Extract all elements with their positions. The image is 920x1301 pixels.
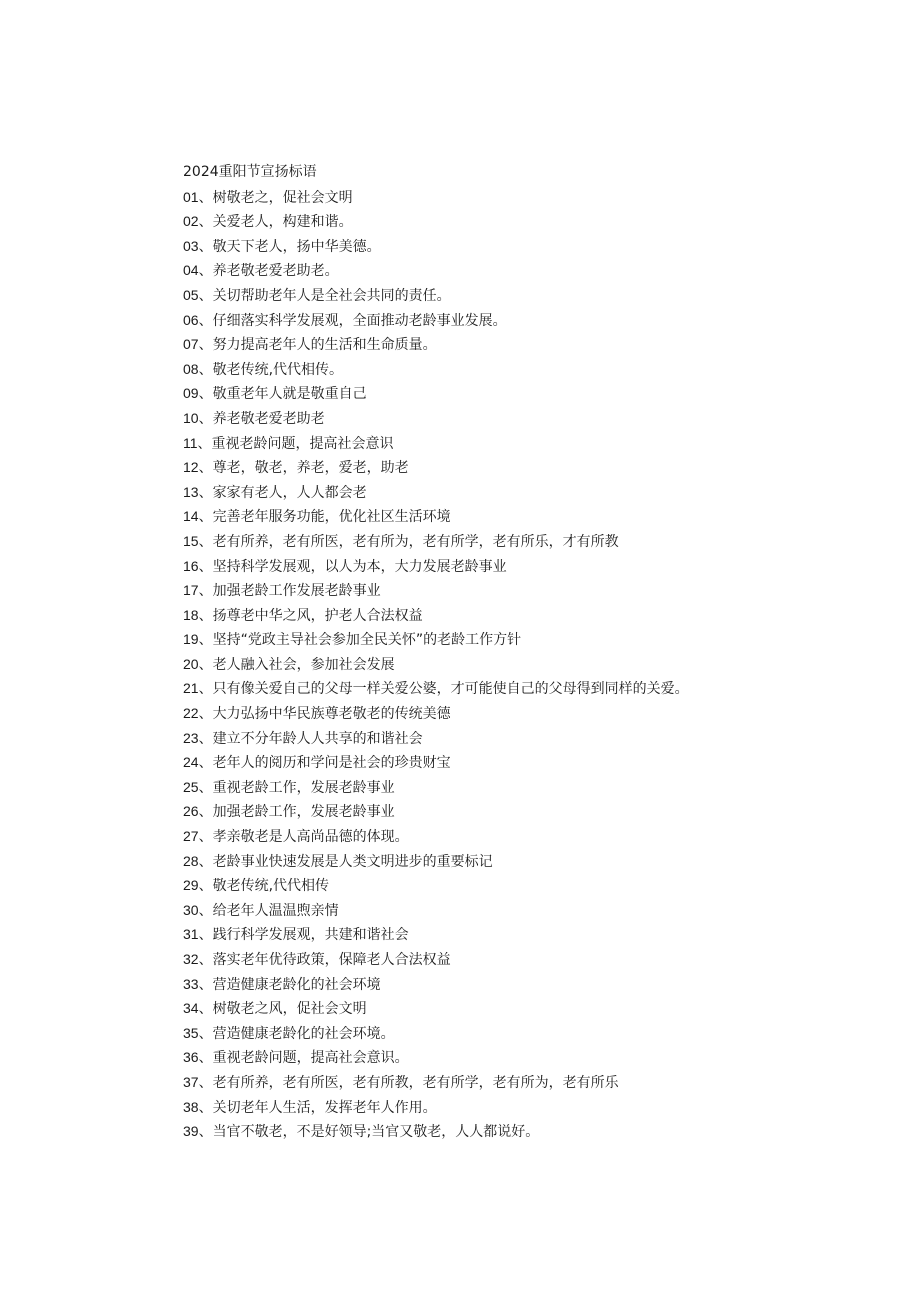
slogan-text: 、努力提高老年人的生活和生命质量。 <box>198 337 437 354</box>
slogan-text: 、落实老年优待政策，保障老人合法权益 <box>198 952 451 968</box>
slogan-item <box>183 898 883 923</box>
slogan-number: 29 <box>183 877 199 894</box>
slogan-number: 10 <box>183 409 199 426</box>
slogan-number: 18 <box>183 606 199 623</box>
slogan-number: 21 <box>183 680 199 697</box>
slogan-item <box>183 554 883 579</box>
slogan-number: 34 <box>183 1000 199 1017</box>
slogan-text: 、老有所养，老有所医，老有所为，老有所学，老有所乐，才有所教 <box>198 533 619 550</box>
slogan-number: 04 <box>183 262 199 279</box>
slogan-item <box>183 234 883 259</box>
slogan-text: 、树敬老之风，促社会文明 <box>198 1001 367 1018</box>
slogan-text: 、仔细落实科学发展观，全面推动老龄事业发展。 <box>198 312 507 329</box>
slogan-text: 、重视老龄工作，发展老龄事业 <box>198 779 395 796</box>
slogan-number: 22 <box>183 705 199 722</box>
slogan-item <box>183 283 883 308</box>
slogan-text: 、当官不敬老，不是好领导;当官又敬老，人人都说好。 <box>198 1124 540 1141</box>
slogan-text: 、敬天下老人，扬中华美德。 <box>198 238 381 255</box>
slogan-item <box>183 726 883 751</box>
slogan-list <box>183 185 883 1144</box>
slogan-text: 、孝亲敬老是人高尚品德的体现。 <box>198 829 409 846</box>
slogan-number: 31 <box>183 926 199 943</box>
slogan-item <box>183 750 883 775</box>
slogan-text: 、重视老龄问题，提高社会意识 <box>197 435 394 452</box>
slogan-number: 33 <box>183 975 199 992</box>
slogan-number: 12 <box>183 459 199 476</box>
slogan-text: 、营造健康老龄化的社会环境。 <box>198 1025 395 1042</box>
slogan-item <box>183 258 883 283</box>
slogan-item <box>183 406 883 431</box>
slogan-item <box>183 431 883 456</box>
slogan-item <box>183 603 883 628</box>
slogan-item <box>183 873 883 898</box>
slogan-item <box>183 972 883 997</box>
slogan-text: 、只有像关爱自己的父母一样关爱公婆，才可能使自己的父母得到同样的关爱。 <box>198 681 689 698</box>
slogan-item <box>183 849 883 874</box>
slogan-number: 14 <box>183 508 199 525</box>
slogan-item <box>183 799 883 824</box>
slogan-item <box>183 922 883 947</box>
slogan-number: 37 <box>183 1073 199 1090</box>
slogan-number: 02 <box>183 213 199 230</box>
slogan-item <box>183 1070 883 1095</box>
slogan-item <box>183 996 883 1021</box>
slogan-number: 20 <box>183 655 199 672</box>
slogan-text: 、老龄事业快速发展是人类文明进步的重要标记 <box>198 853 493 870</box>
slogan-item <box>183 455 883 480</box>
slogan-number: 36 <box>183 1049 199 1066</box>
slogan-text: 、营造健康老龄化的社会环境 <box>198 976 381 993</box>
slogan-item <box>183 824 883 849</box>
slogan-item <box>183 578 883 603</box>
slogan-number: 30 <box>183 901 199 918</box>
slogan-number: 13 <box>183 483 199 500</box>
slogan-item <box>183 652 883 677</box>
slogan-number: 15 <box>183 532 199 549</box>
slogan-text: 、加强老龄工作，发展老龄事业 <box>198 804 395 821</box>
slogan-text: 、树敬老之，促社会文明 <box>198 189 353 206</box>
slogan-number: 06 <box>183 311 199 328</box>
slogan-number: 24 <box>183 754 199 771</box>
slogan-number: 39 <box>183 1123 199 1140</box>
document-title: 2024重阳节宣扬标语 <box>183 164 317 180</box>
slogan-number: 28 <box>183 852 199 869</box>
slogan-number: 08 <box>183 360 199 377</box>
slogan-item <box>183 185 883 210</box>
slogan-item <box>183 209 883 234</box>
slogan-text: 、重视老龄问题，提高社会意识。 <box>198 1050 409 1067</box>
slogan-text: 、敬老传统,代代相传。 <box>198 361 344 378</box>
slogan-item <box>183 332 883 357</box>
slogan-text: 、关切老年人生活，发挥老年人作用。 <box>198 1099 437 1116</box>
document-body <box>183 160 883 1144</box>
slogan-number: 23 <box>183 729 199 746</box>
slogan-item <box>183 504 883 529</box>
slogan-item <box>183 676 883 701</box>
slogan-number: 27 <box>183 828 199 845</box>
slogan-item <box>183 308 883 333</box>
slogan-text: 、老人融入社会，参加社会发展 <box>198 656 395 673</box>
slogan-text: 、加强老龄工作发展老龄事业 <box>198 583 381 600</box>
slogan-number: 25 <box>183 778 199 795</box>
slogan-number: 38 <box>183 1098 199 1115</box>
slogan-text: 、完善老年服务功能，优化社区生活环境 <box>198 509 451 526</box>
slogan-text: 、大力弘扬中华民族尊老敬老的传统美德 <box>198 706 451 723</box>
slogan-item <box>183 480 883 505</box>
slogan-text: 、尊老，敬老，养老，爱老，助老 <box>198 460 409 477</box>
slogan-text: 、老有所养，老有所医，老有所教，老有所学，老有所为，老有所乐 <box>198 1074 619 1091</box>
slogan-item <box>183 381 883 406</box>
slogan-text: 、扬尊老中华之风，护老人合法权益 <box>198 607 423 624</box>
slogan-text: 、坚持“党政主导社会参加全民关怀”的老龄工作方针 <box>198 632 522 649</box>
slogan-item <box>183 947 883 972</box>
slogan-number: 19 <box>183 631 199 648</box>
slogan-text: 、敬老传统,代代相传 <box>198 878 330 895</box>
slogan-number: 07 <box>183 336 199 353</box>
slogan-text: 、关爱老人，构建和谐。 <box>198 214 353 231</box>
slogan-number: 01 <box>183 188 199 205</box>
slogan-number: 26 <box>183 803 199 820</box>
slogan-item <box>183 627 883 652</box>
slogan-number: 32 <box>183 951 199 967</box>
slogan-text: 、践行科学发展观，共建和谐社会 <box>198 927 409 944</box>
slogan-number: 16 <box>183 557 199 574</box>
slogan-text: 、关切帮助老年人是全社会共同的责任。 <box>198 287 451 304</box>
slogan-item <box>183 1021 883 1046</box>
slogan-item <box>183 1095 883 1120</box>
slogan-text: 、给老年人温温煦亲情 <box>198 902 339 919</box>
slogan-item <box>183 701 883 726</box>
slogan-text: 、坚持科学发展观，以人为本，大力发展老龄事业 <box>198 558 507 575</box>
slogan-number: 11 <box>183 434 198 451</box>
slogan-text: 、家家有老人，人人都会老 <box>198 484 367 501</box>
slogan-item <box>183 775 883 800</box>
slogan-number: 17 <box>183 582 199 599</box>
slogan-item <box>183 1045 883 1070</box>
slogan-number: 05 <box>183 286 199 303</box>
slogan-text: 、敬重老年人就是敬重自己 <box>198 386 367 403</box>
slogan-text: 、老年人的阅历和学问是社会的珍贵财宝 <box>198 755 451 772</box>
slogan-number: 09 <box>183 385 199 402</box>
slogan-number: 03 <box>183 237 199 254</box>
slogan-text: 、养老敬老爱老助老。 <box>198 263 339 280</box>
slogan-item <box>183 1119 883 1144</box>
slogan-text: 、建立不分年龄人人共享的和谐社会 <box>198 730 423 747</box>
slogan-item <box>183 357 883 382</box>
slogan-text: 、养老敬老爱老助老 <box>198 410 325 427</box>
slogan-number: 35 <box>183 1024 199 1041</box>
slogan-item <box>183 529 883 554</box>
